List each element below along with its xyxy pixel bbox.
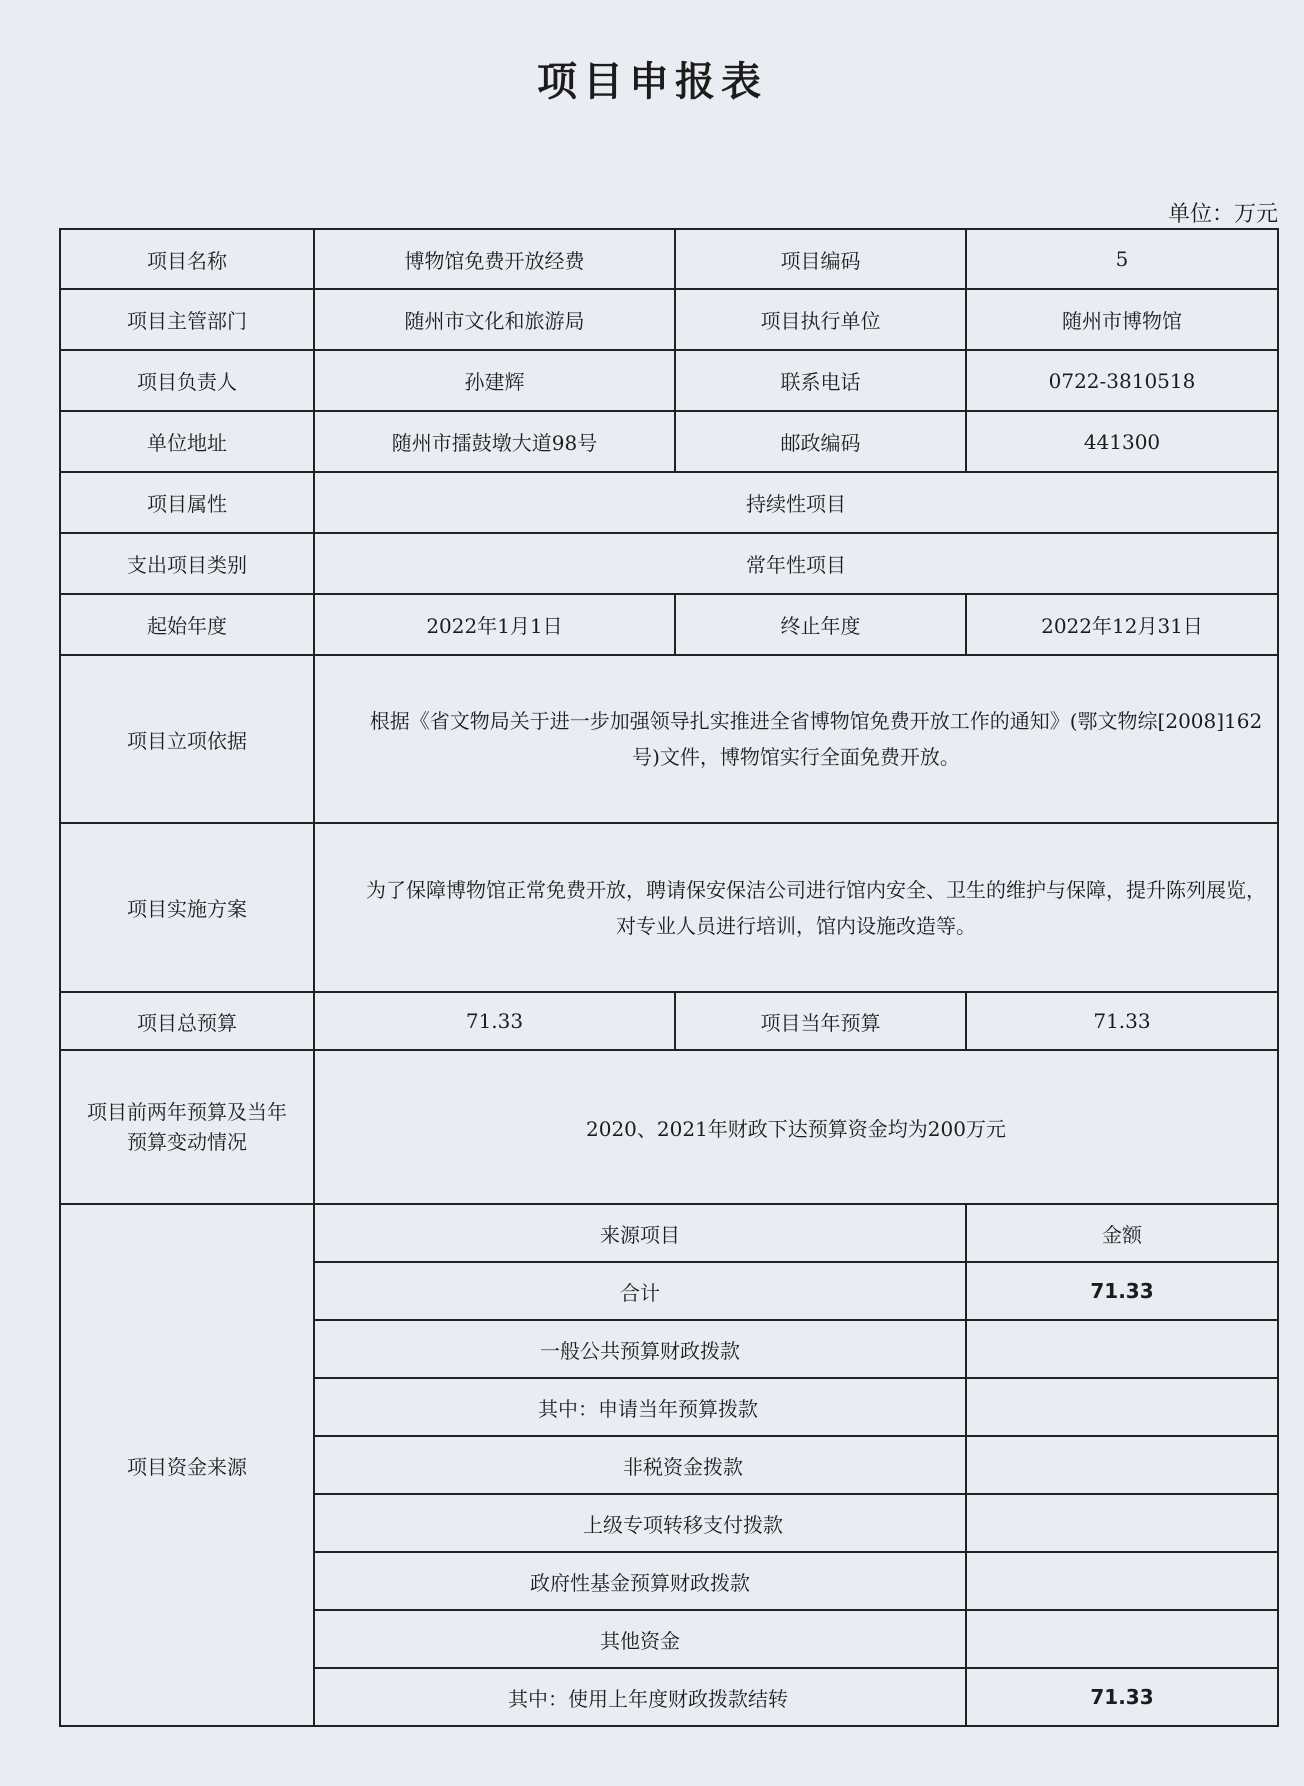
label-attribute: 项目属性 xyxy=(60,472,314,533)
funding-amount-nontax xyxy=(966,1436,1278,1494)
row-category xyxy=(60,533,1278,594)
funding-amount-total: 71.33 xyxy=(966,1262,1278,1320)
label-history-line1: 项目前两年预算及当年 xyxy=(87,1100,287,1124)
label-postcode: 邮政编码 xyxy=(675,411,966,472)
label-project-name: 项目名称 xyxy=(60,229,314,289)
funding-source-carryover: 其中：使用上年度财政拨款结转 xyxy=(314,1668,966,1726)
row-history xyxy=(60,1050,1278,1204)
label-history xyxy=(60,1050,314,1204)
value-category: 常年性项目 xyxy=(314,533,1278,594)
value-end-year: 2022年12月31日 xyxy=(966,594,1278,655)
row-attribute xyxy=(60,472,1278,533)
row-address xyxy=(60,411,1278,472)
funding-amount-annual xyxy=(966,1378,1278,1436)
value-project-code: 5 xyxy=(966,229,1278,289)
funding-amount-gov-fund xyxy=(966,1552,1278,1610)
value-department: 随州市文化和旅游局 xyxy=(314,289,675,350)
funding-amount-transfer xyxy=(966,1494,1278,1552)
value-start-year: 2022年1月1日 xyxy=(314,594,675,655)
funding-source-transfer: 上级专项转移支付拨款 xyxy=(314,1494,966,1552)
label-start-year: 起始年度 xyxy=(60,594,314,655)
header-source: 来源项目 xyxy=(314,1204,966,1262)
header-amount: 金额 xyxy=(966,1204,1278,1262)
funding-source-nontax: 非税资金拨款 xyxy=(314,1436,966,1494)
value-executing-unit: 随州市博物馆 xyxy=(966,289,1278,350)
funding-source-general: 一般公共预算财政拨款 xyxy=(314,1320,966,1378)
funding-amount-carryover: 71.33 xyxy=(966,1668,1278,1726)
funding-amount-other xyxy=(966,1610,1278,1668)
value-address: 随州市擂鼓墩大道98号 xyxy=(314,411,675,472)
basis-text: 根据《省文物局关于进一步加强领导扎实推进全省博物馆免费开放工作的通知》(鄂文物综[2008]162号)文件，博物馆实行全面免费开放。 xyxy=(369,709,1263,769)
value-basis xyxy=(314,655,1278,823)
label-plan: 项目实施方案 xyxy=(60,823,314,992)
value-history: 2020、2021年财政下达预算资金均为200万元 xyxy=(314,1050,1278,1204)
row-years xyxy=(60,594,1278,655)
funding-source-total: 合计 xyxy=(314,1262,966,1320)
label-end-year: 终止年度 xyxy=(675,594,966,655)
label-project-code: 项目编码 xyxy=(675,229,966,289)
label-basis: 项目立项依据 xyxy=(60,655,314,823)
row-budget xyxy=(60,992,1278,1050)
unit-label: 单位：万元 xyxy=(1167,202,1278,227)
label-history-line2: 预算变动情况 xyxy=(127,1130,247,1154)
label-total-budget: 项目总预算 xyxy=(60,992,314,1050)
label-funding: 项目资金来源 xyxy=(60,1204,314,1726)
label-category: 支出项目类别 xyxy=(60,533,314,594)
row-owner xyxy=(60,350,1278,411)
value-annual-budget: 71.33 xyxy=(966,992,1278,1050)
row-plan xyxy=(60,823,1278,992)
label-owner: 项目负责人 xyxy=(60,350,314,411)
row-basis xyxy=(60,655,1278,823)
value-total-budget: 71.33 xyxy=(314,992,675,1050)
label-executing-unit: 项目执行单位 xyxy=(675,289,966,350)
row-funding-header xyxy=(60,1204,1278,1262)
label-department: 项目主管部门 xyxy=(60,289,314,350)
funding-source-other: 其他资金 xyxy=(314,1610,966,1668)
plan-text: 为了保障博物馆正常免费开放，聘请保安保洁公司进行馆内安全、卫生的维护与保障，提升陈列展览，对专业人员进行培训，馆内设施改造等。 xyxy=(366,877,1266,938)
value-project-name: 博物馆免费开放经费 xyxy=(314,229,675,289)
row-department xyxy=(60,289,1278,350)
funding-amount-general xyxy=(966,1320,1278,1378)
label-annual-budget: 项目当年预算 xyxy=(675,992,966,1050)
value-attribute: 持续性项目 xyxy=(314,472,1278,533)
funding-source-annual: 其中：申请当年预算拨款 xyxy=(314,1378,966,1436)
project-application-table xyxy=(59,228,1279,1727)
row-project-name xyxy=(60,229,1278,289)
value-owner: 孙建辉 xyxy=(314,350,675,411)
form-title: 项目申报表 xyxy=(537,59,767,105)
value-plan xyxy=(314,823,1278,992)
value-postcode: 441300 xyxy=(966,411,1278,472)
label-address: 单位地址 xyxy=(60,411,314,472)
label-phone: 联系电话 xyxy=(675,350,966,411)
funding-source-gov-fund: 政府性基金预算财政拨款 xyxy=(314,1552,966,1610)
value-phone: 0722-3810518 xyxy=(966,350,1278,411)
